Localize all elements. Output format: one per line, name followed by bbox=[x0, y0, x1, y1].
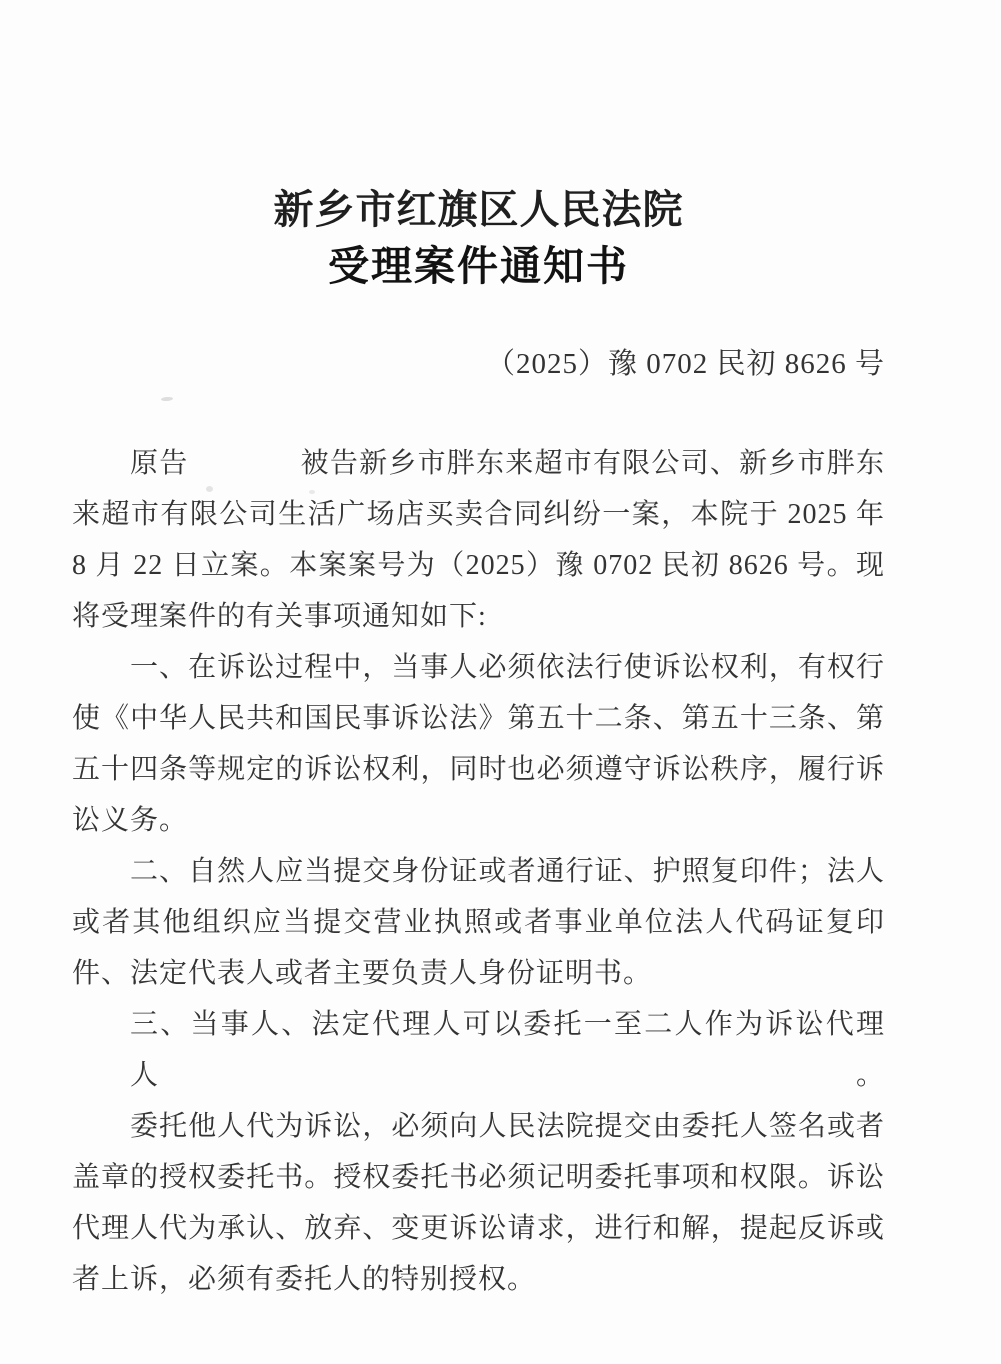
document-body bbox=[72, 438, 885, 1305]
body-line: 一、在诉讼过程中，当事人必须依法行使诉讼权利，有权行 bbox=[130, 652, 885, 683]
body-line: 盖章的授权委托书。授权委托书必须记明委托事项和权限。诉讼 bbox=[72, 1162, 885, 1193]
body-line: 者上诉，必须有委托人的特别授权。 bbox=[72, 1264, 537, 1295]
body-line: 二、自然人应当提交身份证或者通行证、护照复印件；法人 bbox=[130, 856, 885, 887]
body-line: 或者其他组织应当提交营业执照或者事业单位法人代码证复印 bbox=[72, 907, 885, 938]
body-line: 讼义务。 bbox=[72, 805, 189, 836]
body-line: 件、法定代表人或者主要负责人身份证明书。 bbox=[72, 958, 653, 989]
plaintiff-label: 原告 bbox=[130, 448, 189, 479]
body-line: 将受理案件的有关事项通知如下: bbox=[72, 601, 487, 632]
court-name: 新乡市红旗区人民法院 bbox=[273, 187, 684, 232]
document-header bbox=[72, 0, 885, 292]
body-line bbox=[72, 438, 885, 489]
body-line: 来超市有限公司生活广场店买卖合同纠纷一案，本院于 2025 年 bbox=[72, 499, 885, 530]
body-line: 8 月 22 日立案。本案案号为（2025）豫 0702 民初 8626 号。现 bbox=[72, 550, 885, 581]
scan-smudge bbox=[161, 397, 173, 402]
body-line: 代理人代为承认、放弃、变更诉讼请求，进行和解，提起反诉或 bbox=[72, 1213, 885, 1244]
body-line: 三、当事人、法定代理人可以委托一至二人作为诉讼代理人。 bbox=[130, 1009, 885, 1091]
case-number: （2025）豫 0702 民初 8626 号 bbox=[485, 348, 885, 380]
redacted-name-gap bbox=[188, 471, 300, 472]
document-title: 受理案件通知书 bbox=[328, 243, 629, 289]
body-line: 委托他人代为诉讼，必须向人民法院提交由委托人签名或者 bbox=[130, 1111, 885, 1142]
body-line: 使《中华人民共和国民事诉讼法》第五十二条、第五十三条、第 bbox=[72, 703, 885, 734]
body-line: 五十四条等规定的诉讼权利，同时也必须遵守诉讼秩序，履行诉 bbox=[72, 754, 885, 785]
line-text: 被告新乡市胖东来超市有限公司、新乡市胖东 bbox=[300, 448, 885, 479]
